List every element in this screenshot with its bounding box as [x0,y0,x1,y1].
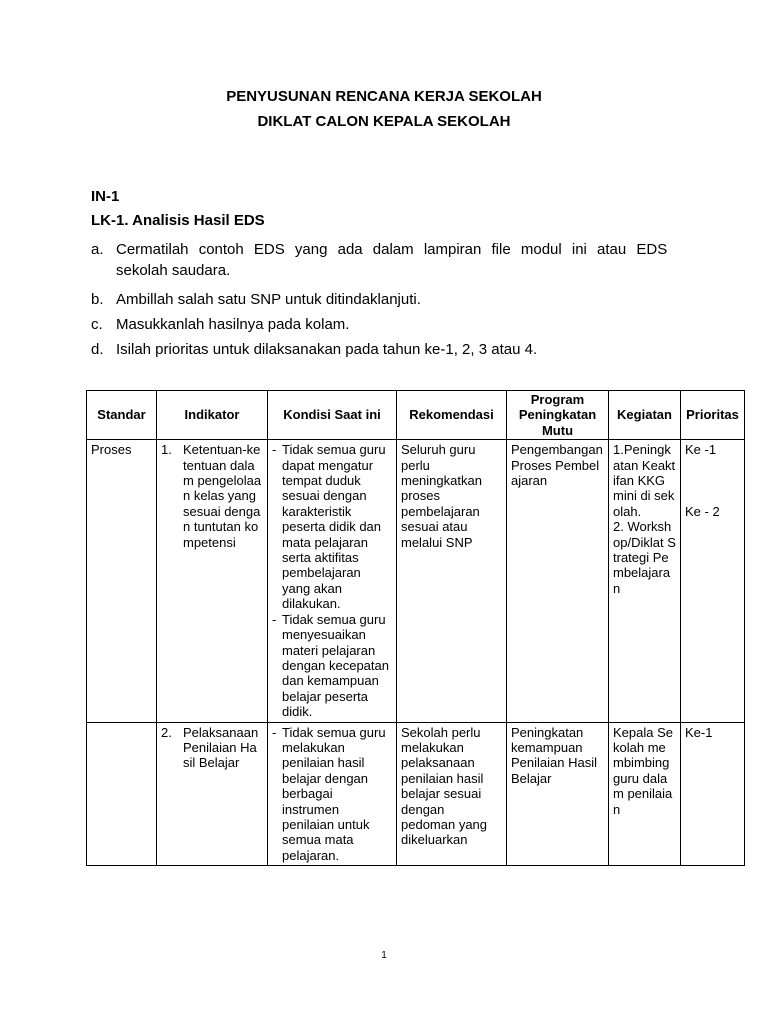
instruction-marker: c. [91,316,103,333]
header-kegiatan: Kegiatan [609,391,681,440]
module-code: IN-1 [91,188,120,205]
indikator-text: Pelaksanaan Penilaian Hasil Belajar [183,724,259,771]
cell-indikator [157,722,268,866]
instruction-a [91,237,671,262]
table-row [87,440,745,722]
document-title: PENYUSUNAN RENCANA KERJA SEKOLAH [226,88,542,105]
kondisi-text: Tidak semua guru menyesuaikan materi pelajaran dengan kecepatan dan kemampuan belajar peserta didik. [282,611,389,720]
instruction-text: Isilah prioritas untuk dilaksanakan pada tahun ke-1, 2, 3 atau 4. [116,341,538,358]
table-header-row [87,391,745,440]
kondisi-text: Tidak semua guru dapat mengatur tempat duduk sesuai dengan karakteristik peserta didik dan mata pelajaran serta aktifitas pembelajaran yang akan dilakukan. [282,442,386,612]
cell-standar: Proses [87,440,157,722]
header-program: Program Peningkatan Mutu [507,391,609,440]
header-kondisi: Kondisi Saat ini [268,391,397,440]
cell-rekomendasi: Seluruh guru perlu meningkatkan proses pembelajaran sesuai atau melalui SNP [397,440,507,722]
instruction-marker: d. [91,341,104,358]
instruction-text: Cermatilah contoh EDS yang ada dalam lampiran file modul ini atau EDS [116,241,668,258]
cell-kondisi [268,722,397,866]
cell-kegiatan [609,722,681,866]
section-title: LK-1. Analisis Hasil EDS [91,212,265,229]
cell-program: Pengembangan Proses Pembelajaran [507,440,609,722]
indikator-number: 2. [161,724,172,740]
instruction-text: Ambillah salah satu SNP untuk ditindaklanjuti. [116,291,421,308]
instruction-text: Masukkanlah hasilnya pada kolam. [116,316,350,333]
instruction-c [91,312,671,337]
page-number: 1 [381,950,387,961]
indikator-number: 1. [161,442,172,458]
dash-bullet: - [272,724,277,740]
prioritas-item: Ke - 2 [685,503,720,519]
instruction-d [91,337,671,362]
cell-rekomendasi: Sekolah perlu melakukan pelaksanaan penilaian hasil belajar sesuai dengan pedoman yang dikeluarkan [397,722,507,866]
dash-bullet: - [272,442,277,458]
kegiatan-item: Kepala Sekolah membimbing guru dalam penilaian [613,724,673,817]
kondisi-text: Tidak semua guru melakukan penilaian hasil belajar dengan berbagai instrumen penilaian untuk semua mata pelajaran. [282,724,386,863]
cell-kegiatan [609,440,681,722]
document-subtitle: DIKLAT CALON KEPALA SEKOLAH [257,113,511,130]
cell-prioritas [681,440,745,722]
kegiatan-item: 2. Workshop/Diklat Strategi Pembelajaran [613,519,676,596]
indikator-text: Ketentuan-ketentuan dalam pengelolaan kelas yang sesuai dengan tuntutan kompetensi [183,442,262,550]
instruction-a-continuation: sekolah saudara. [116,262,231,279]
prioritas-item: Ke-1 [685,724,713,740]
header-standar: Standar [87,391,157,440]
cell-prioritas [681,722,745,866]
cell-indikator [157,440,268,722]
table-row [87,722,745,866]
prioritas-item: Ke -1 [685,442,717,458]
header-rekomendasi: Rekomendasi [397,391,507,440]
instruction-marker: b. [91,291,104,308]
header-indikator: Indikator [157,391,268,440]
instruction-marker: a. [91,241,104,258]
instruction-b [91,287,671,312]
cell-program: Peningkatan kemampuan Penilaian Hasil Belajar [507,722,609,866]
cell-standar [87,722,157,866]
eds-analysis-table [86,390,745,866]
dash-bullet: - [272,611,277,627]
header-prioritas: Prioritas [681,391,745,440]
kegiatan-item: 1.Peningkatan Keaktifan KKG mini di sekolah. [613,442,676,519]
cell-kondisi [268,440,397,722]
